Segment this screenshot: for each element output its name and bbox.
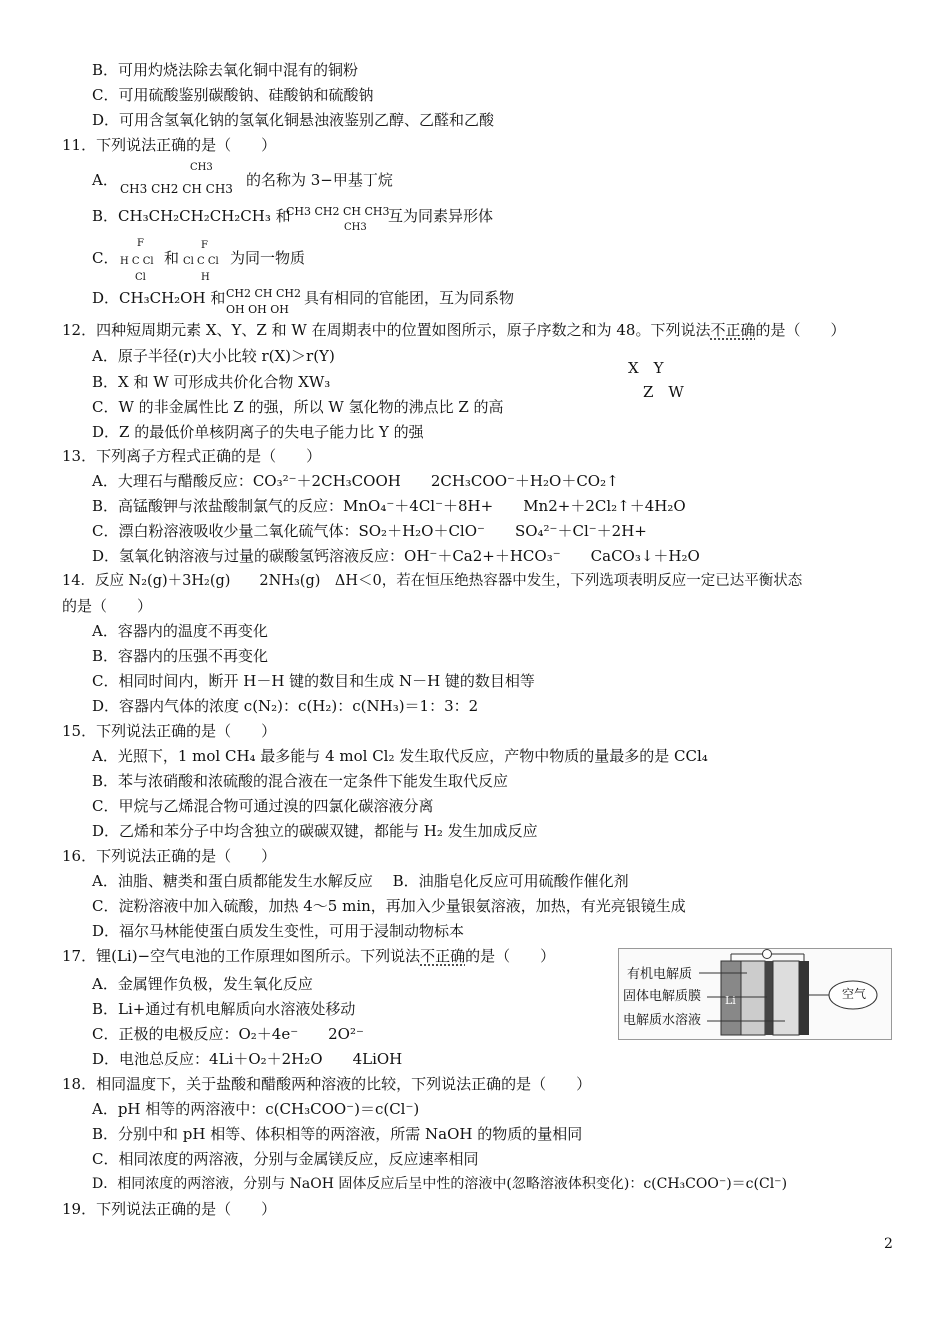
question-16: 16．下列说法正确的是（ ）: [62, 847, 277, 865]
question-15: 15．下列说法正确的是（ ）: [62, 722, 277, 740]
option-11a-label: A．: [92, 171, 118, 189]
question-12-end: 的是（ ）: [755, 321, 846, 339]
question-14-cont: 的是（ ）: [62, 597, 153, 615]
struct-11d-top: CH2 CH CH2: [226, 287, 302, 300]
struct-11c2-top: F: [201, 240, 208, 251]
air-electrode: [799, 961, 809, 1035]
question-14: 14．反应 N₂(g)＋3H₂(g) 2NH₃(g) ΔH＜0，若在恒压绝热容器中发生，下列选项表明反应一定已达平衡状态: [62, 573, 803, 589]
label-solid-membrane: 固体电解质膜: [623, 989, 702, 1004]
struct-11c1-mid: H C Cl: [120, 256, 154, 267]
option-11d-label: D．CH₃CH₂OH 和: [92, 289, 226, 307]
option-10d: D．可用含氢氧化钠的氢氧化铜悬浊液鉴别乙醇、乙醛和乙酸: [92, 111, 495, 129]
option-11c-and: 和: [164, 249, 180, 267]
struct-11c2-mid: Cl C Cl: [183, 256, 219, 267]
option-12d: D．Z 的最低价单核阴离子的失电子能力比 Y 的强: [92, 423, 424, 441]
option-16c: C．淀粉溶液中加入硫酸，加热 4～5 min，再加入少量银氨溶液，加热，有光亮银镜生成: [92, 897, 686, 915]
question-19: 19．下列说法正确的是（ ）: [62, 1200, 277, 1218]
option-13d: D．氢氧化钠溶液与过量的碳酸氢钙溶液反应：OH⁻＋Ca2+＋HCO₃⁻ CaCO₃↓＋H₂O: [92, 547, 700, 565]
option-13b: B．高锰酸钾与浓盐酸制氯气的反应：MnO₄⁻＋4Cl⁻＋8H+ Mn2+＋2Cl₂↑＋4H₂O: [92, 497, 686, 515]
struct-11c1-bottom: Cl: [135, 272, 146, 283]
solid-membrane: [765, 961, 773, 1035]
bulb-icon: [763, 950, 772, 959]
battery-diagram: [618, 948, 892, 1040]
struct-11a-top: CH3: [190, 162, 213, 173]
option-12a: A．原子半径(r)大小比较 r(X)＞r(Y): [92, 347, 335, 365]
label-air: 空气: [842, 987, 867, 1001]
periodic-table-figure: [628, 356, 684, 404]
option-16ab: A．油脂、糖类和蛋白质都能发生水解反应 B．油脂皂化反应可用硫酸作催化剂: [92, 872, 629, 890]
option-12c: C．W 的非金属性比 Z 的强，所以 W 氢化物的沸点比 Z 的高: [92, 398, 504, 416]
option-15d: D．乙烯和苯分子中均含独立的碳碳双键，都能与 H₂ 发生加成反应: [92, 822, 538, 840]
option-15b: B．苯与浓硝酸和浓硫酸的混合液在一定条件下能发生取代反应: [92, 772, 509, 790]
option-14b: B．容器内的压强不再变化: [92, 647, 269, 665]
question-17-text: 17．锂(Li)−空气电池的工作原理如图所示。下列说法: [62, 947, 421, 965]
label-organic-electrolyte: 有机电解质: [627, 967, 693, 982]
option-13a: A．大理石与醋酸反应：CO₃²⁻＋2CH₃COOH 2CH₃COO⁻＋H₂O＋CO₂↑: [92, 472, 619, 490]
option-10b: B．可用灼烧法除去氧化铜中混有的铜粉: [92, 61, 359, 79]
organic-electrolyte-region: [741, 961, 765, 1035]
option-11c-label: C．: [92, 249, 119, 267]
question-17-end: 的是（ ）: [465, 947, 556, 965]
struct-11b-branch: CH3: [344, 222, 367, 233]
option-18a: A．pH 相等的两溶液中：c(CH₃COO⁻)＝c(Cl⁻): [92, 1100, 420, 1118]
option-11b-text: 互为同素异形体: [388, 207, 494, 225]
struct-11a-chain: CH3 CH2 CH CH3: [120, 182, 233, 196]
option-17c: C．正极的电极反应：O₂＋4e⁻ 2O²⁻: [92, 1025, 364, 1043]
option-11b-label: B．CH₃CH₂CH₂CH₂CH₃ 和: [92, 207, 291, 225]
question-12-text: 12．四种短周期元素 X、Y、Z 和 W 在周期表中的位置如图所示，原子序数之和为 48。下列说法: [62, 321, 711, 339]
option-14a: A．容器内的温度不再变化: [92, 622, 268, 640]
option-17a: A．金属锂作负极，发生氧化反应: [92, 975, 313, 993]
option-11c-text: 为同一物质: [230, 249, 306, 267]
option-11a-text: 的名称为 3−甲基丁烷: [246, 171, 393, 189]
struct-11c2-bottom: H: [201, 272, 210, 283]
periodic-row-2: Z W: [628, 383, 684, 401]
periodic-row-1: X Y: [628, 359, 664, 377]
question-17-emphasis: 不正确: [420, 947, 466, 965]
question-12-emphasis: 不正确: [710, 321, 756, 339]
question-11: 11．下列说法正确的是（ ）: [62, 136, 277, 154]
option-13c: C．漂白粉溶液吸收少量二氧化硫气体：SO₂＋H₂O＋ClO⁻ SO₄²⁻＋Cl⁻＋2H+: [92, 522, 647, 540]
aqueous-electrolyte-region: [773, 961, 799, 1035]
option-18d: D．相同浓度的两溶液，分别与 NaOH 固体反应后呈中性的溶液中(忽略溶液体积变化)：c(CH₃COO⁻)＝c(Cl⁻): [92, 1176, 788, 1192]
question-17: [62, 946, 555, 966]
label-li: Li: [725, 994, 736, 1007]
question-12: [62, 320, 845, 340]
option-14c: C．相同时间内，断开 H－H 键的数目和生成 N－H 键的数目相等: [92, 672, 535, 690]
option-16d: D．福尔马林能使蛋白质发生变性，可用于浸制动物标本: [92, 922, 465, 940]
option-12b: B．X 和 W 可形成共价化合物 XW₃: [92, 373, 331, 391]
page-number: 2: [884, 1236, 893, 1252]
option-17d: D．电池总反应：4Li＋O₂＋2H₂O 4LiOH: [92, 1050, 403, 1068]
option-15a: A．光照下，1 mol CH₄ 最多能与 4 mol Cl₂ 发生取代反应，产物中物质的量最多的是 CCl₄: [92, 747, 708, 765]
option-14d: D．容器内气体的浓度 c(N₂)：c(H₂)：c(NH₃)＝1：3：2: [92, 697, 479, 715]
option-10c: C．可用硫酸鉴别碳酸钠、硅酸钠和硫酸钠: [92, 86, 374, 104]
label-aqueous-electrolyte: 电解质水溶液: [623, 1013, 702, 1028]
option-17b: B．Li+通过有机电解质向水溶液处移动: [92, 1000, 356, 1018]
struct-11c1-top: F: [137, 238, 144, 249]
struct-11b-chain: CH3 CH2 CH CH3: [286, 205, 390, 218]
option-15c: C．甲烷与乙烯混合物可通过溴的四氯化碳溶液分离: [92, 797, 434, 815]
option-11d-text: 具有相同的官能团，互为同系物: [304, 289, 515, 307]
struct-11d-bottom: OH OH OH: [226, 303, 289, 316]
option-18c: C．相同浓度的两溶液，分别与金属镁反应，反应速率相同: [92, 1150, 479, 1168]
option-18b: B．分别中和 pH 相等、体积相等的两溶液，所需 NaOH 的物质的量相同: [92, 1125, 583, 1143]
question-18: 18．相同温度下，关于盐酸和醋酸两种溶液的比较，下列说法正确的是（ ）: [62, 1075, 592, 1093]
question-13: 13．下列离子方程式正确的是（ ）: [62, 447, 322, 465]
